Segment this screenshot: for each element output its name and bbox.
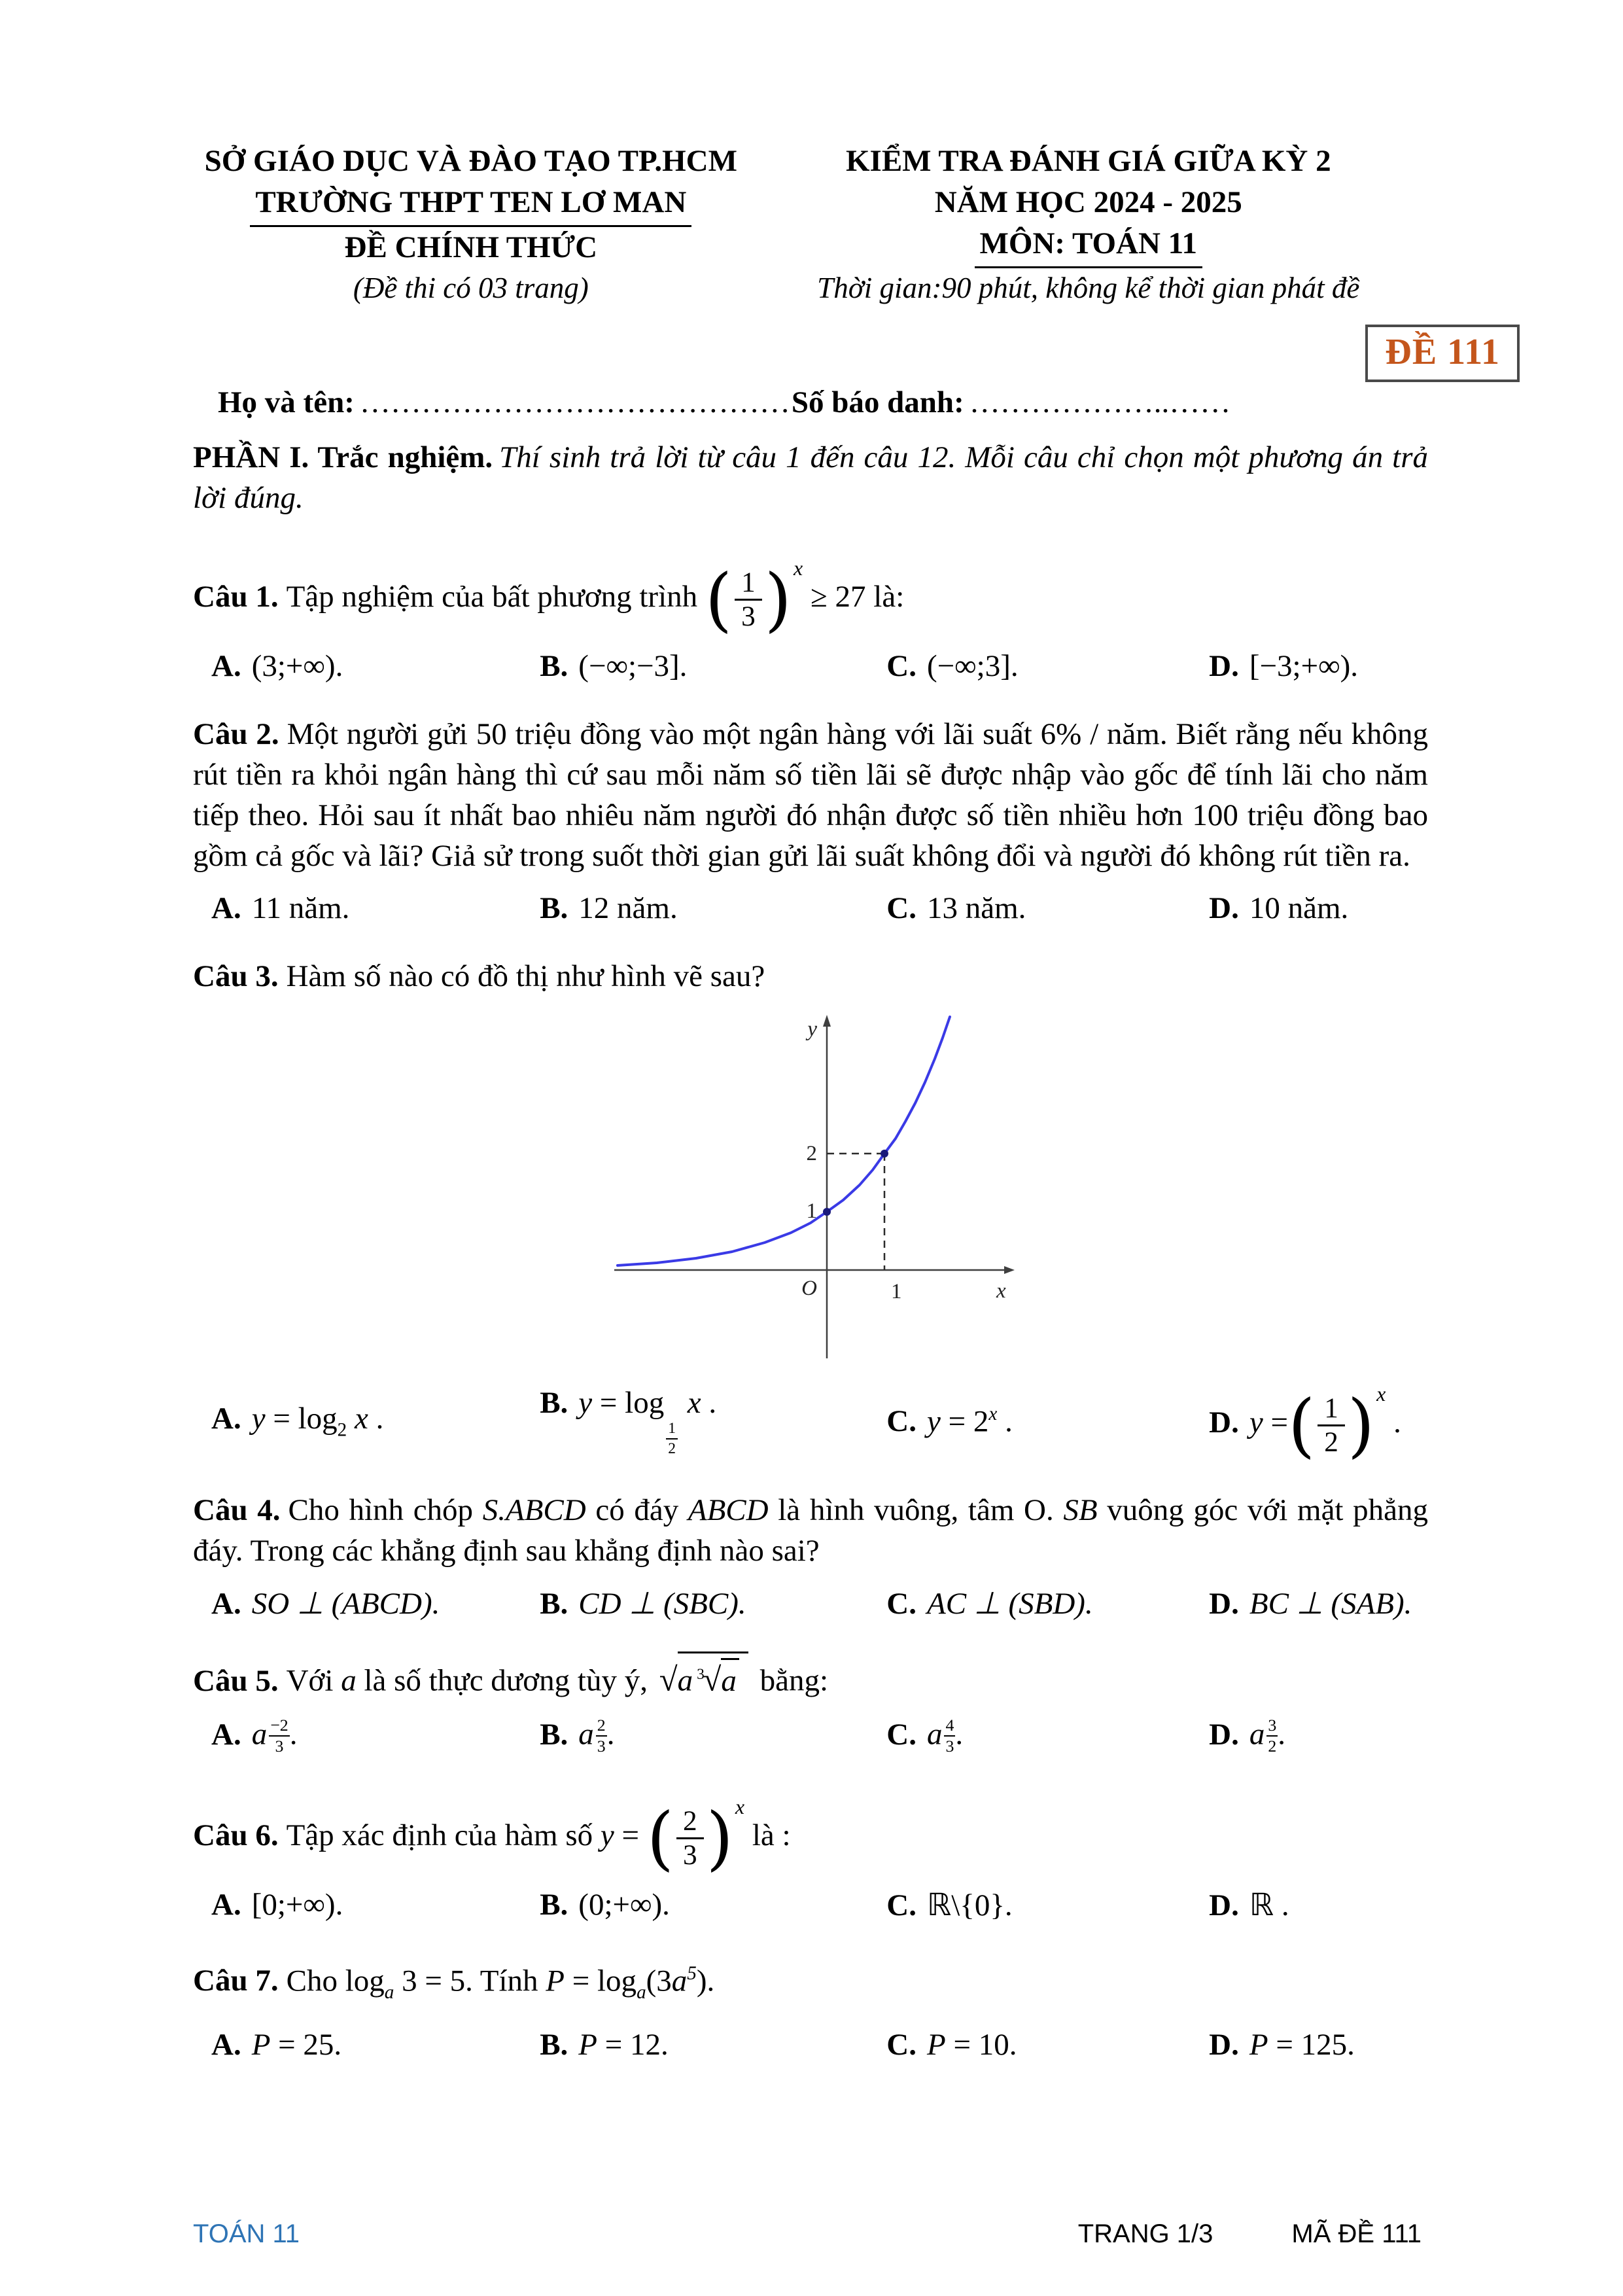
option-value: AC ⊥ (SBD). — [926, 1587, 1093, 1621]
option-letter: C. — [886, 649, 916, 684]
open-paren: ( — [705, 559, 733, 640]
exam-header — [193, 141, 1428, 308]
option-value: [−3;+∞). — [1249, 649, 1359, 684]
exponent: 5 — [687, 1962, 697, 1984]
option-value: (3;+∞). — [251, 649, 343, 684]
option-value: SO ⊥ (ABCD). — [251, 1587, 440, 1621]
question-7-stem: Câu 7. Cho $\log_a 3 = 5$. Tính $P = \log_a(3a^5)$. — [193, 1962, 715, 2003]
question-2-stem — [193, 714, 1428, 876]
radicand: a $^3$√a — [678, 1651, 748, 1701]
part1-intro — [193, 437, 1428, 518]
log-base: a — [637, 1982, 646, 2003]
option-value: CD ⊥ (SBC). — [578, 1587, 746, 1621]
question-3-stem — [193, 956, 1428, 997]
log-base: 2 — [337, 1420, 347, 1441]
q2-option-b — [540, 891, 886, 926]
graph-container — [193, 1008, 1428, 1368]
school-name: TRƯỜNG THPT TEN LƠ MAN — [250, 182, 691, 227]
origin-label: O — [801, 1277, 817, 1301]
question-5-stem: Câu 5. Với a là số thực dương tùy ý, √a $^3$√a bằng: — [193, 1651, 1428, 1701]
school-info-block — [193, 141, 749, 308]
exam-info-block — [749, 141, 1428, 308]
department-name: SỞ GIÁO DỤC VÀ ĐÀO TẠO TP.HCM — [204, 144, 737, 178]
close-paren: ) — [1347, 1385, 1375, 1466]
option-letter: A. — [211, 1587, 241, 1621]
question-4-stem: Câu 4. Cho hình chóp S.ABCD có đáy ABCD là hình vuông, tâm O. SB vuông góc với mặt phẳng đáy. Trong các khẳng định sau khẳng định nào sai? — [193, 1493, 1428, 1568]
option-letter: D. — [1209, 1587, 1239, 1621]
option-value: (−∞;3]. — [926, 649, 1019, 684]
graph-point-1-2 — [881, 1150, 888, 1157]
math-var: y — [600, 1818, 614, 1852]
option-letter: D. — [1209, 1405, 1239, 1440]
option-letter: C. — [886, 1888, 916, 1922]
q4-option-d — [1209, 1585, 1428, 1621]
question-1-text-after: ≥ 27 là: — [810, 580, 905, 614]
option-letter: A. — [211, 1888, 241, 1922]
exponent-fraction: $\frac{4}{3}$ — [945, 1715, 954, 1756]
option-letter: C. — [886, 1717, 916, 1752]
question-2-options — [193, 891, 1428, 926]
question-2 — [193, 714, 1428, 926]
question-5 — [193, 1651, 1428, 1757]
option-letter: A. — [211, 649, 241, 684]
close-paren: ) — [764, 559, 792, 640]
page-count-note: (Đề thi có 03 trang) — [353, 271, 589, 304]
option-letter: C. — [886, 2028, 916, 2062]
math-var: ABCD — [688, 1493, 769, 1528]
option-value: 13 năm. — [926, 891, 1026, 926]
exponent-fraction: $\frac{2}{3}$ — [597, 1715, 606, 1756]
option-value: (−∞;−3]. — [578, 649, 688, 684]
student-name-label: Họ và tên: — [218, 385, 355, 420]
question-4-options — [193, 1585, 1428, 1621]
math-var: a — [341, 1663, 357, 1698]
open-paren: ( — [646, 1797, 674, 1879]
question-4-label: Câu 4. — [193, 1493, 281, 1528]
question-3-options — [193, 1383, 1428, 1466]
student-id-dots: ………………..…… — [969, 385, 1231, 420]
q5-option-a: A. a $\frac{-2}{3}$ . — [211, 1715, 298, 1756]
math-var: SB — [1063, 1493, 1098, 1528]
option-letter: B. — [540, 891, 568, 926]
question-4 — [193, 1490, 1428, 1621]
q1-option-a — [211, 648, 540, 684]
question-5-label: Câu 5. — [193, 1663, 279, 1698]
exponent: x — [1376, 1383, 1386, 1406]
exponent-fraction: $\frac{3}{2}$ — [1268, 1715, 1277, 1756]
math-var: S.ABCD — [482, 1493, 586, 1528]
option-letter: B. — [540, 1385, 568, 1420]
question-6-stem: Câu 6. Tập xác định của hàm số y = ( $\frac{2}{3}$ )x là : — [193, 1787, 1428, 1873]
log-base: a — [384, 1982, 394, 2003]
q5-option-b: B. a $\frac{2}{3}$ . — [540, 1715, 615, 1756]
q4-option-c — [886, 1585, 1209, 1621]
option-letter: D. — [1209, 1717, 1239, 1752]
q6-option-a — [211, 1887, 540, 1922]
root-index: 3 — [697, 1666, 705, 1684]
option-letter: C. — [886, 1404, 916, 1439]
q4-option-a — [211, 1585, 540, 1621]
q3-option-d: D. y =( $\frac{1}{2}$ )x . — [1209, 1383, 1401, 1466]
radicand: a — [721, 1658, 739, 1701]
option-letter: B. — [540, 2028, 568, 2062]
footer-right-group — [1078, 2219, 1427, 2249]
question-1-text-before: Tập nghiệm của bất phương trình — [286, 580, 698, 614]
option-letter: A. — [211, 1717, 241, 1752]
sqrt-expression — [659, 1651, 748, 1701]
student-id-label: Số báo danh: — [791, 385, 964, 420]
exponent: x — [794, 557, 803, 580]
question-2-label: Câu 2. — [193, 717, 279, 752]
option-value: (0;+∞). — [578, 1888, 670, 1922]
option-letter: B. — [540, 1587, 568, 1621]
option-letter: B. — [540, 1888, 568, 1922]
y-tick-1: 1 — [806, 1199, 817, 1224]
q7-option-a: A. P = 25. — [211, 2028, 342, 2062]
footer-exam-code: MÃ ĐỀ 111 — [1291, 2219, 1422, 2248]
question-6-options — [193, 1887, 1428, 1923]
option-letter: D. — [1209, 649, 1239, 684]
question-6-label: Câu 6. — [193, 1818, 279, 1852]
subject-name: MÔN: TOÁN 11 — [975, 223, 1203, 268]
part1-title: PHẦN I. Trắc nghiệm. — [193, 440, 493, 475]
question-7-options — [193, 2027, 1428, 2062]
q3-option-a: A. $y = \log_2 x$ . — [211, 1402, 384, 1441]
page-footer — [193, 2219, 1427, 2249]
option-value: [0;+∞). — [251, 1888, 343, 1922]
math-var: P — [546, 1964, 565, 1998]
q1-option-d — [1209, 648, 1428, 684]
exponent-fraction: $\frac{-2}{3}$ — [270, 1715, 288, 1756]
q6-option-b — [540, 1887, 886, 1922]
log-base-fraction: $\frac{1}{2}$ — [666, 1419, 678, 1457]
student-name-dots: …………………………………… — [359, 385, 790, 420]
exponent: x — [988, 1404, 998, 1425]
cube-root — [697, 1654, 739, 1701]
q7-option-d: D. P = 125. — [1209, 2028, 1355, 2062]
option-letter: D. — [1209, 1888, 1239, 1922]
q2-option-c — [886, 891, 1209, 926]
q5-option-d: D. a $\frac{3}{2}$ . — [1209, 1715, 1286, 1756]
option-letter: C. — [886, 1587, 916, 1621]
fraction: $\frac{1}{3}$ — [735, 567, 762, 632]
question-1 — [193, 548, 1428, 684]
school-year: NĂM HỌC 2024 - 2025 — [934, 185, 1242, 219]
question-1-options — [193, 648, 1428, 684]
q1-option-c — [886, 648, 1209, 684]
exponent: x — [735, 1795, 745, 1818]
exam-title: KIỂM TRA ĐÁNH GIÁ GIỮA KỲ 2 — [845, 144, 1331, 178]
question-3-text: Hàm số nào có đồ thị như hình vẽ sau? — [286, 959, 765, 994]
question-5-options — [193, 1716, 1428, 1757]
option-value: 10 năm. — [1249, 891, 1349, 926]
option-letter: B. — [540, 649, 568, 684]
function-graph — [601, 1008, 1020, 1368]
option-letter: C. — [886, 891, 916, 926]
exponential-curve — [618, 1017, 950, 1265]
part1-instruction: Thí sinh trả lời từ câu 1 đến câu 12. Mỗi câu chỉ chọn một phương án trả lời đúng. — [193, 440, 1428, 516]
q7-option-b: B. P = 12. — [540, 2028, 669, 2062]
q1-option-b — [540, 648, 886, 684]
y-axis-label: y — [807, 1017, 817, 1042]
radical-sign: √ — [659, 1661, 678, 1698]
q4-option-b — [540, 1585, 886, 1621]
option-letter: A. — [211, 2028, 241, 2062]
footer-subject: TOÁN 11 — [193, 2219, 300, 2248]
footer-page-number: TRANG 1/3 — [1077, 2219, 1213, 2248]
exam-code-badge: ĐỀ 111 — [1365, 325, 1520, 382]
open-paren: ( — [1288, 1385, 1316, 1466]
question-1-label: Câu 1. — [193, 580, 279, 614]
option-letter: D. — [1209, 2028, 1239, 2062]
option-value: ℝ\{0}. — [926, 1888, 1013, 1922]
fraction: $\frac{1}{2}$ — [1318, 1392, 1345, 1458]
question-7-label: Câu 7. — [193, 1964, 279, 1998]
q5-option-c: C. a $\frac{4}{3}$ . — [886, 1715, 964, 1756]
x-axis-arrow — [1004, 1266, 1015, 1274]
q3-option-c: C. $y = 2^x$ . — [886, 1404, 1013, 1439]
y-axis-arrow — [823, 1015, 831, 1027]
q7-option-c: C. P = 10. — [886, 2028, 1017, 2062]
fraction: $\frac{2}{3}$ — [676, 1805, 704, 1871]
x-tick-1: 1 — [891, 1280, 902, 1304]
y-tick-2: 2 — [806, 1142, 817, 1166]
close-paren: ) — [706, 1797, 733, 1879]
option-letter: A. — [211, 1402, 241, 1436]
option-value: BC ⊥ (SAB). — [1249, 1587, 1412, 1621]
question-3-label: Câu 3. — [193, 959, 279, 994]
option-value: 12 năm. — [578, 891, 678, 926]
option-value: ℝ . — [1249, 1888, 1289, 1922]
q2-option-a — [211, 891, 540, 926]
option-letter: B. — [540, 1717, 568, 1752]
q3-option-b: B. y = log $\frac{1}{2}$ x . — [540, 1385, 717, 1457]
fraction-power-expression — [646, 1795, 745, 1879]
question-2-text: Một người gửi 50 triệu đồng vào một ngân hàng với lãi suất 6% / năm. Biết rằng nếu không rút tiền ra khỏi ngân hàng thì cứ sau mỗi năm số tiền lãi sẽ được nhập vào gốc để tính lãi cho năm tiếp theo. Hỏi sau ít nhất bao nhiêu năm người đó nhận được số tiền nhiều hơn 100 triệu đồng bao gồm cả gốc và lãi? Giả sử trong suốt thời gian gửi lãi suất không đổi và người đó không rút tiền ra. — [193, 717, 1428, 874]
option-letter: D. — [1209, 891, 1239, 926]
radical-sign: √ — [703, 1661, 722, 1698]
question-7 — [193, 1953, 1428, 2062]
question-6 — [193, 1787, 1428, 1923]
student-info-line — [193, 385, 1428, 420]
q2-option-d — [1209, 891, 1428, 926]
duration-note: Thời gian:90 phút, không kể thời gian phát đề — [817, 271, 1360, 304]
option-letter: A. — [211, 891, 241, 926]
question-3 — [193, 956, 1428, 1466]
graph-point-0-1 — [823, 1208, 831, 1216]
option-value: 11 năm. — [251, 891, 350, 926]
fraction-power-expression — [705, 557, 803, 640]
q6-option-c — [886, 1887, 1209, 1923]
q6-option-d — [1209, 1887, 1428, 1923]
official-exam-label: ĐỀ CHÍNH THỨC — [344, 230, 598, 264]
x-axis-label: x — [996, 1279, 1006, 1303]
question-1-stem — [193, 548, 1428, 640]
